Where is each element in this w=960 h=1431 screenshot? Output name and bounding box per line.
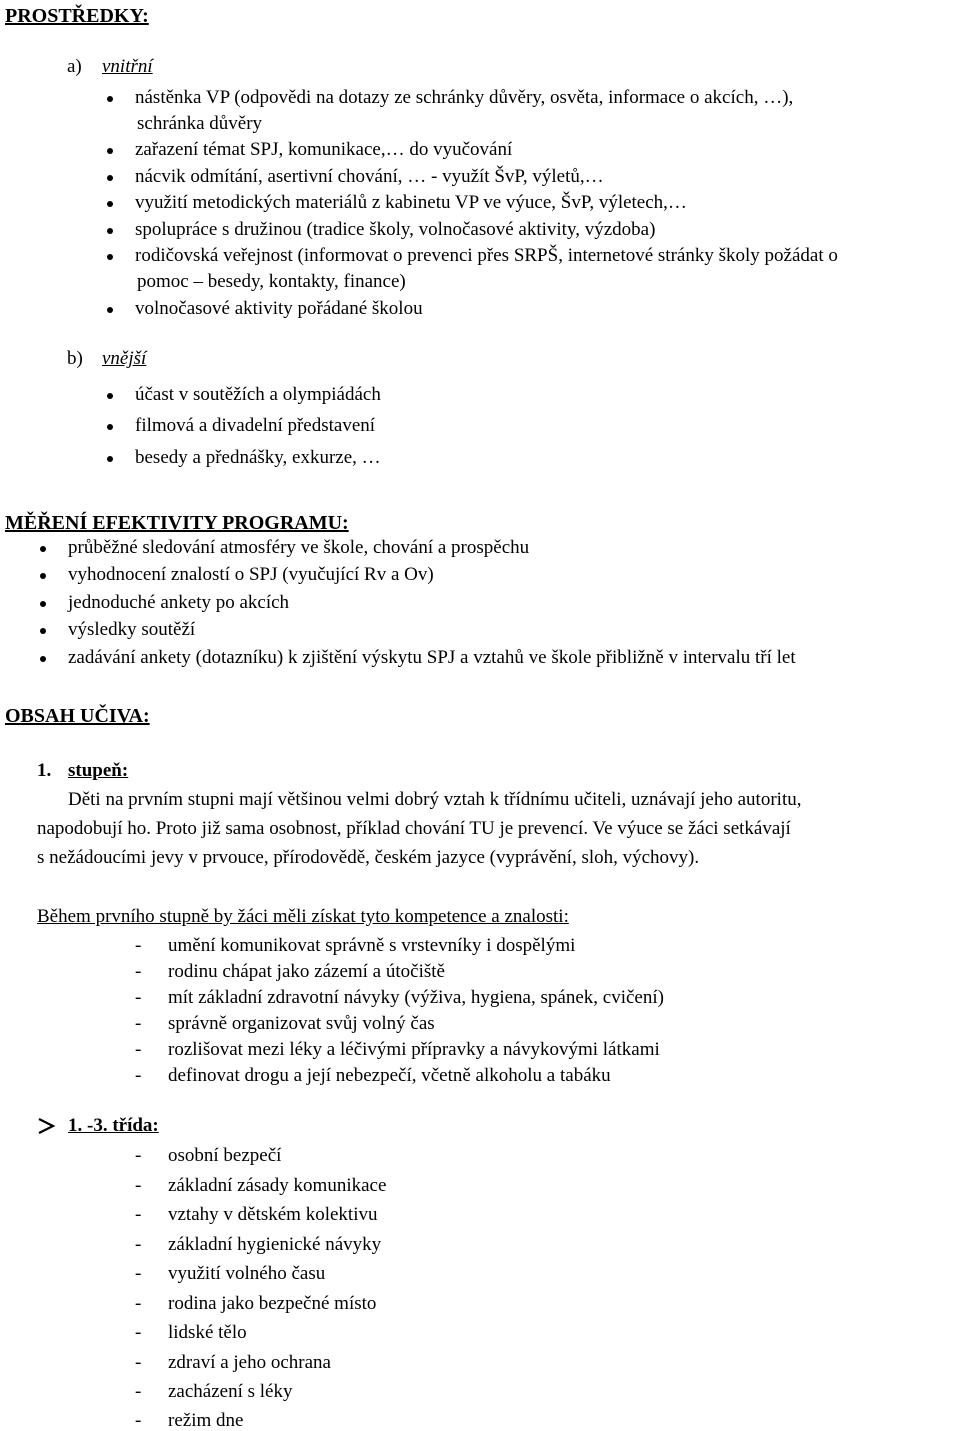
paragraph-line: Děti na prvním stupni mají většinou velmi dobrý vztah k třídnímu učiteli, uznávají jeho autoritu,: [68, 789, 802, 810]
list-item: vyhodnocení znalostí o SPJ (vyučující Rv a Ov): [68, 564, 434, 585]
dash-marker: -: [135, 1322, 142, 1343]
competence-item: rodinu chápat jako zázemí a útočiště: [168, 961, 445, 982]
list-item-continuation: pomoc – besedy, kontakty, finance): [137, 271, 406, 292]
trida-item: základní hygienické návyky: [168, 1234, 382, 1255]
trida-item: zacházení s léky: [168, 1381, 293, 1402]
list-item: využití metodických materiálů z kabinetu VP ve výuce, ŠvP, výletech,…: [135, 192, 687, 213]
list-item: volnočasové aktivity pořádané školou: [135, 298, 423, 319]
list-item: jednoduché ankety po akcích: [68, 592, 290, 613]
list-item: účast v soutěžích a olympiádách: [135, 384, 381, 405]
trida-item: lidské tělo: [168, 1322, 247, 1343]
dash-marker: -: [135, 1013, 142, 1034]
list-item: rodičovská veřejnost (informovat o prevenci přes SRPŠ, internetové stránky školy požádat o: [135, 245, 838, 266]
trida-item: osobní bezpečí: [168, 1145, 282, 1166]
stupen-label: stupeň:: [68, 760, 129, 781]
competence-item: definovat drogu a její nebezpečí, včetně alkoholu a tabáku: [168, 1065, 611, 1086]
list-item-continuation: schránka důvěry: [137, 113, 263, 134]
subheading-vnitrni: vnitřní: [102, 56, 153, 77]
bullet-icon: [107, 201, 113, 207]
list-marker-a: a): [67, 56, 82, 77]
bullet-icon: [107, 393, 113, 399]
dash-marker: -: [135, 1039, 142, 1060]
trida-item: rodina jako bezpečné místo: [168, 1293, 377, 1314]
section-heading-obsah: OBSAH UČIVA:: [5, 705, 150, 727]
bullet-icon: [107, 456, 113, 462]
dash-marker: -: [135, 1263, 142, 1284]
paragraph-line: s nežádoucími jevy v prvouce, přírodovědě, českém jazyce (vyprávění, sloh, výchovy).: [37, 847, 700, 868]
competence-heading: Během prvního stupně by žáci měli získat tyto kompetence a znalosti:: [37, 906, 569, 927]
dash-marker: -: [135, 1204, 142, 1225]
dash-marker: -: [135, 1381, 142, 1402]
bullet-icon: [107, 148, 113, 154]
arrow-bullet-icon: [37, 1117, 57, 1135]
list-marker-b: b): [67, 348, 83, 369]
list-item: besedy a přednášky, exkurze, …: [135, 447, 381, 468]
list-item: filmová a divadelní představení: [135, 415, 376, 436]
competence-item: rozlišovat mezi léky a léčivými přípravky a návykovými látkami: [168, 1039, 660, 1060]
bullet-icon: [40, 601, 46, 607]
paragraph-line: napodobují ho. Proto již sama osobnost, příklad chování TU je prevencí. Ve výuce se žáci setkávají: [37, 818, 791, 839]
trida-item: využití volného času: [168, 1263, 326, 1284]
list-item: nácvik odmítání, asertivní chování, … - využít ŠvP, výletů,…: [135, 166, 604, 187]
trida-item: režim dne: [168, 1410, 244, 1431]
list-item: výsledky soutěží: [68, 619, 196, 640]
dash-marker: -: [135, 1410, 142, 1431]
dash-marker: -: [135, 1293, 142, 1314]
bullet-icon: [40, 573, 46, 579]
dash-marker: -: [135, 1175, 142, 1196]
section-heading-prostredky: PROSTŘEDKY:: [5, 5, 149, 27]
dash-marker: -: [135, 1234, 142, 1255]
bullet-icon: [107, 424, 113, 430]
bullet-icon: [107, 228, 113, 234]
dash-marker: -: [135, 961, 142, 982]
list-item: spolupráce s družinou (tradice školy, volnočasové aktivity, výzdoba): [135, 219, 656, 240]
competence-item: správně organizovat svůj volný čas: [168, 1013, 435, 1034]
list-item: zadávání ankety (dotazníku) k zjištění výskytu SPJ a vztahů ve škole přibližně v intervalu tří let: [68, 647, 796, 668]
dash-marker: -: [135, 987, 142, 1008]
list-item: nástěnka VP (odpovědi na dotazy ze schránky důvěry, osvěta, informace o akcích, …),: [135, 87, 794, 108]
bullet-icon: [40, 656, 46, 662]
trida-heading: 1. -3. třída:: [68, 1115, 159, 1136]
bullet-icon: [40, 546, 46, 552]
section-heading-mereni: MĚŘENÍ EFEKTIVITY PROGRAMU:: [5, 512, 349, 534]
dash-marker: -: [135, 1065, 142, 1086]
competence-item: umění komunikovat správně s vrstevníky i dospělými: [168, 935, 576, 956]
dash-marker: -: [135, 935, 142, 956]
trida-item: zdraví a jeho ochrana: [168, 1352, 331, 1373]
bullet-icon: [40, 628, 46, 634]
bullet-icon: [107, 254, 113, 260]
list-item: průběžné sledování atmosféry ve škole, chování a prospěchu: [68, 537, 530, 558]
subheading-vnejsi: vnější: [102, 348, 147, 369]
bullet-icon: [107, 175, 113, 181]
stupen-number: 1.: [37, 760, 52, 781]
dash-marker: -: [135, 1352, 142, 1373]
list-item: zařazení témat SPJ, komunikace,… do vyučování: [135, 139, 513, 160]
trida-item: základní zásady komunikace: [168, 1175, 387, 1196]
bullet-icon: [107, 96, 113, 102]
trida-item: vztahy v dětském kolektivu: [168, 1204, 378, 1225]
competence-item: mít základní zdravotní návyky (výživa, hygiena, spánek, cvičení): [168, 987, 664, 1008]
bullet-icon: [107, 307, 113, 313]
dash-marker: -: [135, 1145, 142, 1166]
